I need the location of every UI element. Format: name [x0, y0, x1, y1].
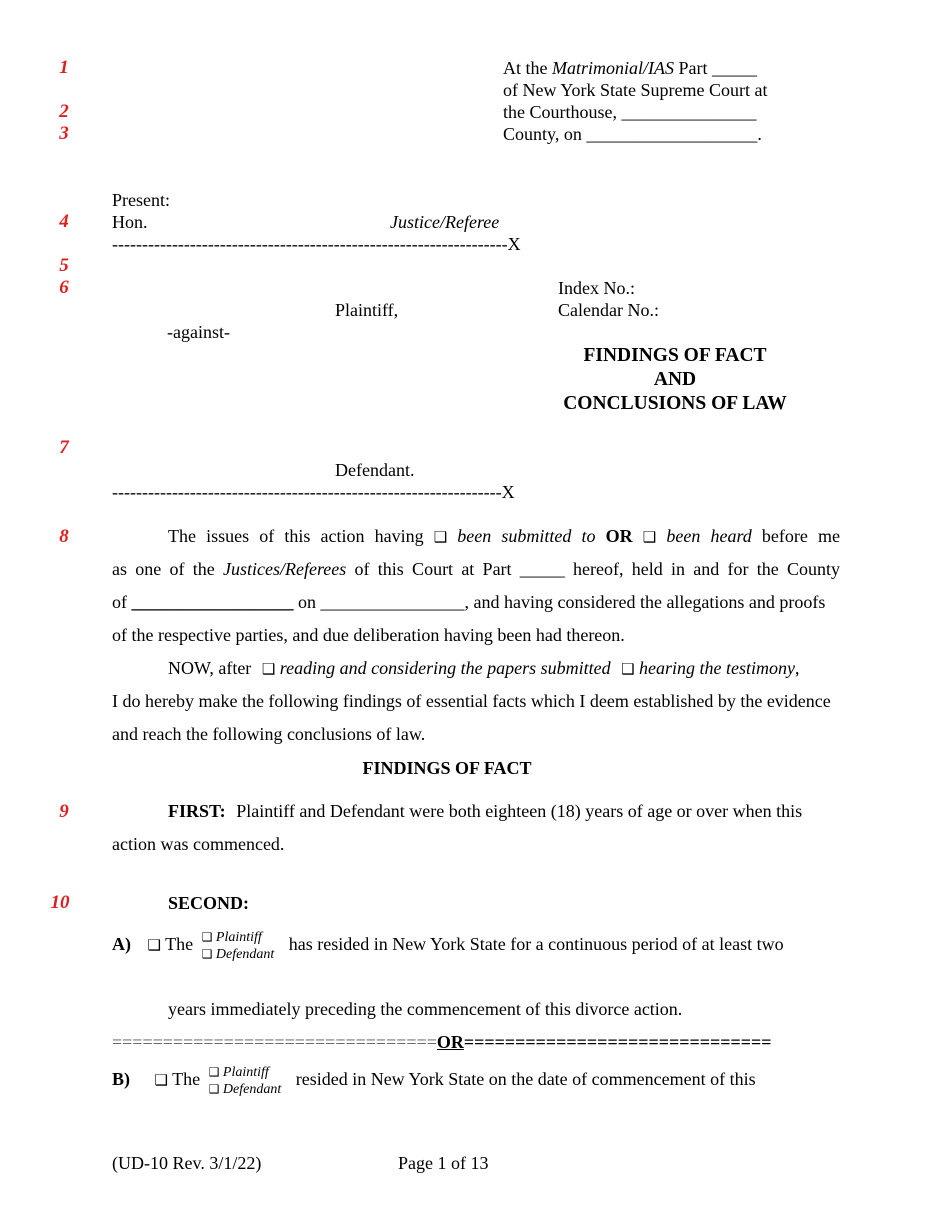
- plaintiff-label: Plaintiff,: [335, 300, 399, 320]
- caption-line-4: County, on ___________________.: [503, 124, 762, 144]
- calendar-no-label: Calendar No.:: [558, 300, 659, 320]
- findings-heading: FINDINGS OF FACT: [362, 758, 532, 778]
- first-finding-cont: action was commenced.: [112, 834, 285, 854]
- index-no-label: Index No.:: [558, 278, 635, 298]
- line-number-3: 3: [59, 123, 69, 144]
- or-separator: ================================OR==============================: [112, 1032, 772, 1052]
- line-number-7: 7: [59, 437, 69, 458]
- document-title-line-2: AND: [653, 369, 697, 390]
- document-title-line-3: CONCLUSIONS OF LAW: [563, 393, 787, 414]
- first-finding: FIRST: Plaintiff and Defendant were both eighteen (18) years of age or over when this: [168, 801, 803, 821]
- body-line-1: The issues of this action having ❑ been submitted to OR ❑ been heard before me: [112, 520, 840, 555]
- second-option-b: B) ❑ The ❑ Plaintiff ❑ Defendant resided in New York State on the date of commencement of this: [112, 1055, 756, 1105]
- checkbox-option-a[interactable]: ❑: [147, 938, 161, 954]
- caption-line-1: At the Matrimonial/IAS Part _____: [503, 58, 757, 78]
- page-number: Page 1 of 13: [398, 1153, 489, 1173]
- checkbox-b-defendant[interactable]: ❑: [208, 1081, 220, 1096]
- form-number: (UD-10 Rev. 3/1/22): [112, 1153, 262, 1173]
- party-choice-a: ❑ Plaintiff ❑ Defendant: [201, 929, 275, 962]
- hon-label: Hon.: [112, 212, 148, 232]
- present-label: Present:: [112, 190, 170, 210]
- checkbox-been-submitted[interactable]: ❑: [433, 530, 448, 546]
- county-blank[interactable]: __________________: [131, 592, 294, 612]
- checkbox-a-plaintiff[interactable]: ❑: [201, 929, 213, 944]
- second-option-a: A) ❑ The ❑ Plaintiff ❑ Defendant has resided in New York State for a continuous period of at least two: [112, 920, 784, 970]
- party-choice-b: ❑ Plaintiff ❑ Defendant: [208, 1064, 282, 1097]
- line-number-2: 2: [59, 101, 69, 122]
- checkbox-hearing-testimony[interactable]: ❑: [621, 662, 635, 678]
- body-line-2: as one of the Justices/Referees of this Court at Part _____ hereof, held in and for the County: [112, 559, 841, 579]
- date-blank[interactable]: ________________: [320, 592, 465, 612]
- against-label: -against-: [167, 322, 230, 342]
- caption-divider-top: ------------------------------------------------------------------X: [112, 234, 521, 254]
- body-line-3: of __________________ on ________________, and having considered the allegations and proofs: [112, 592, 826, 612]
- defendant-label: Defendant.: [335, 460, 415, 480]
- justice-referee-label: Justice/Referee: [390, 212, 500, 232]
- checkbox-reading-papers[interactable]: ❑: [261, 662, 276, 678]
- caption-line-2: of New York State Supreme Court at: [503, 80, 768, 100]
- checkbox-a-defendant[interactable]: ❑: [201, 946, 213, 961]
- checkbox-b-plaintiff[interactable]: ❑: [208, 1064, 220, 1079]
- second-option-a-cont: years immediately preceding the commencement of this divorce action.: [168, 999, 683, 1019]
- line-number-9: 9: [59, 801, 69, 822]
- body-line-7: and reach the following conclusions of law.: [112, 724, 426, 744]
- body-line-5: NOW, after ❑ reading and considering the papers submitted ❑ hearing the testimony,: [112, 652, 840, 687]
- document-title-line-1: FINDINGS OF FACT: [583, 345, 767, 366]
- line-number-4: 4: [59, 211, 69, 232]
- body-line-4: of the respective parties, and due deliberation having been had thereon.: [112, 625, 625, 645]
- line-number-10: 10: [50, 892, 70, 913]
- caption-divider-bottom: -----------------------------------------------------------------X: [112, 482, 515, 502]
- line-number-1: 1: [59, 57, 69, 78]
- caption-line-3: the Courthouse, _______________: [503, 102, 757, 122]
- body-line-6: I do hereby make the following findings of essential facts which I deem established by the evidence: [112, 691, 831, 711]
- line-number-6: 6: [59, 277, 69, 298]
- second-label: SECOND:: [168, 893, 250, 913]
- checkbox-been-heard[interactable]: ❑: [642, 530, 657, 546]
- checkbox-option-b[interactable]: ❑: [154, 1073, 168, 1089]
- document-title: [560, 344, 790, 416]
- line-number-5: 5: [59, 255, 69, 276]
- line-number-8: 8: [59, 526, 69, 547]
